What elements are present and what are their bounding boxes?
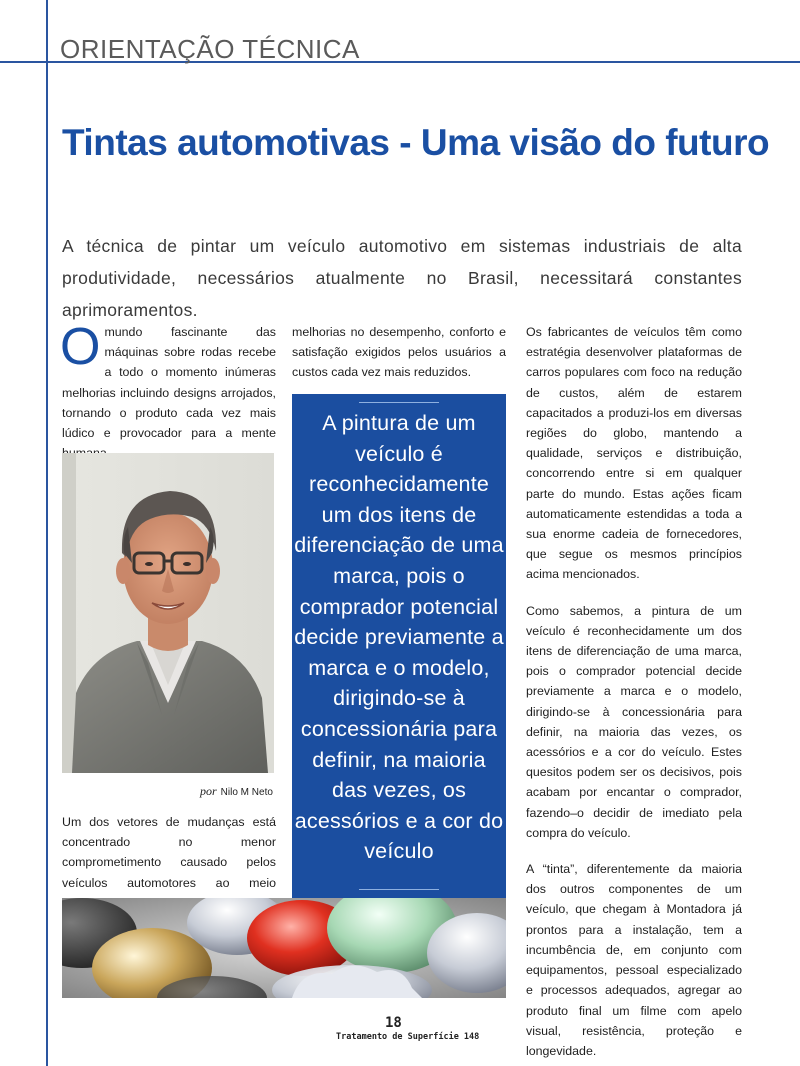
article-lead: A técnica de pintar um veículo automotivo em sistemas industriais de alta produtividade, necessários atualmente no Brasil, necessitará constantes aprimoramentos. (62, 236, 742, 320)
column-2-text: melhorias no desempenho, conforto e satisfação exigidos pelos usuários a custos cada vez mais reduzidos. (292, 325, 506, 380)
article-title: Tintas automotivas - Uma visão do futuro (62, 122, 770, 163)
intro-text: mundo fascinante das máquinas sobre rodas recebe a todo o momento inúmeras melhorias incluindo designs arrojados, tornando o produto cada vez mais lúdico e provocador para a mente (62, 325, 276, 441)
paint-pellets-graphic (62, 898, 506, 998)
paint-pellets-image (62, 898, 506, 998)
column-3-paragraph-3: A “tinta”, diferentemente da maioria dos outros componentes de um veículo, que chegam à Montadora já prontos para a instalação, tem a incumbência de, em conjunto com equipamentos, pessoal especializado e processos adequados, agregar ao produto final um filme com apelo visual, resistência, proteção e longevidade. (526, 862, 742, 1058)
pull-quote-box (292, 394, 506, 898)
column-2-intro (292, 322, 506, 383)
section-heading: ORIENTAÇÃO TÉCNICA (60, 34, 360, 64)
pull-quote-bottom-rule (359, 889, 439, 890)
column-3-paragraph-1: Os fabricantes de veículos têm como estratégia desenvolver plataformas de carros populares com foco na redução de custos, além de estarem capacitados a produzi-los em diversas regiões do globo, mantendo a qualidade, serviços e distribuição, concorrendo entre si em qualquer parte do mundo. Estas ações ficam automaticamente estendidas a toda a sua enorme cadeia de fornecedores, que segue os mesmos princípios acima mencionados. (526, 325, 742, 582)
author-portrait-image (62, 453, 274, 773)
author-photo (62, 453, 274, 773)
byline-prefix: por (200, 784, 217, 798)
pull-quote-text: A pintura de um veículo é reconhecidamente um dos itens de diferenciação de uma marca, pois o comprador potencial decide previamente a marca e o modelo, dirigindo-se à concessionária para definir, na maioria das vezes, os acessórios e a cor do veículo (294, 411, 504, 864)
column-1-intro (60, 318, 276, 463)
drop-cap: O (60, 318, 101, 376)
pull-quote-top-rule (359, 402, 439, 403)
left-margin-rule (46, 0, 48, 1066)
column-3 (526, 322, 742, 1066)
column-1-body-text: Um dos vetores de mudanças está concentrado no menor comprometimento causado pelos veículos automotores ao meio (62, 815, 276, 890)
publication-footer: Tratamento de Superfície 148 (336, 1032, 480, 1042)
page-number: 18 (385, 1015, 402, 1031)
column-3-paragraph-2: Como sabemos, a pintura de um veículo é reconhecidamente um dos itens de diferenciação de uma marca, pois o comprador potencial decide previamente a marca e o modelo, dirigindo-se à concessionária para definir, na maioria das vezes, os acessórios e a cor do veículo. Estes quesitos podem ser os decisivos, pois acabam por encantar o comprador, fazendo–o decidir de imediato pela compra do veículo. (526, 603, 742, 840)
author-name: Nilo M Neto (220, 787, 273, 798)
author-byline (200, 784, 273, 799)
